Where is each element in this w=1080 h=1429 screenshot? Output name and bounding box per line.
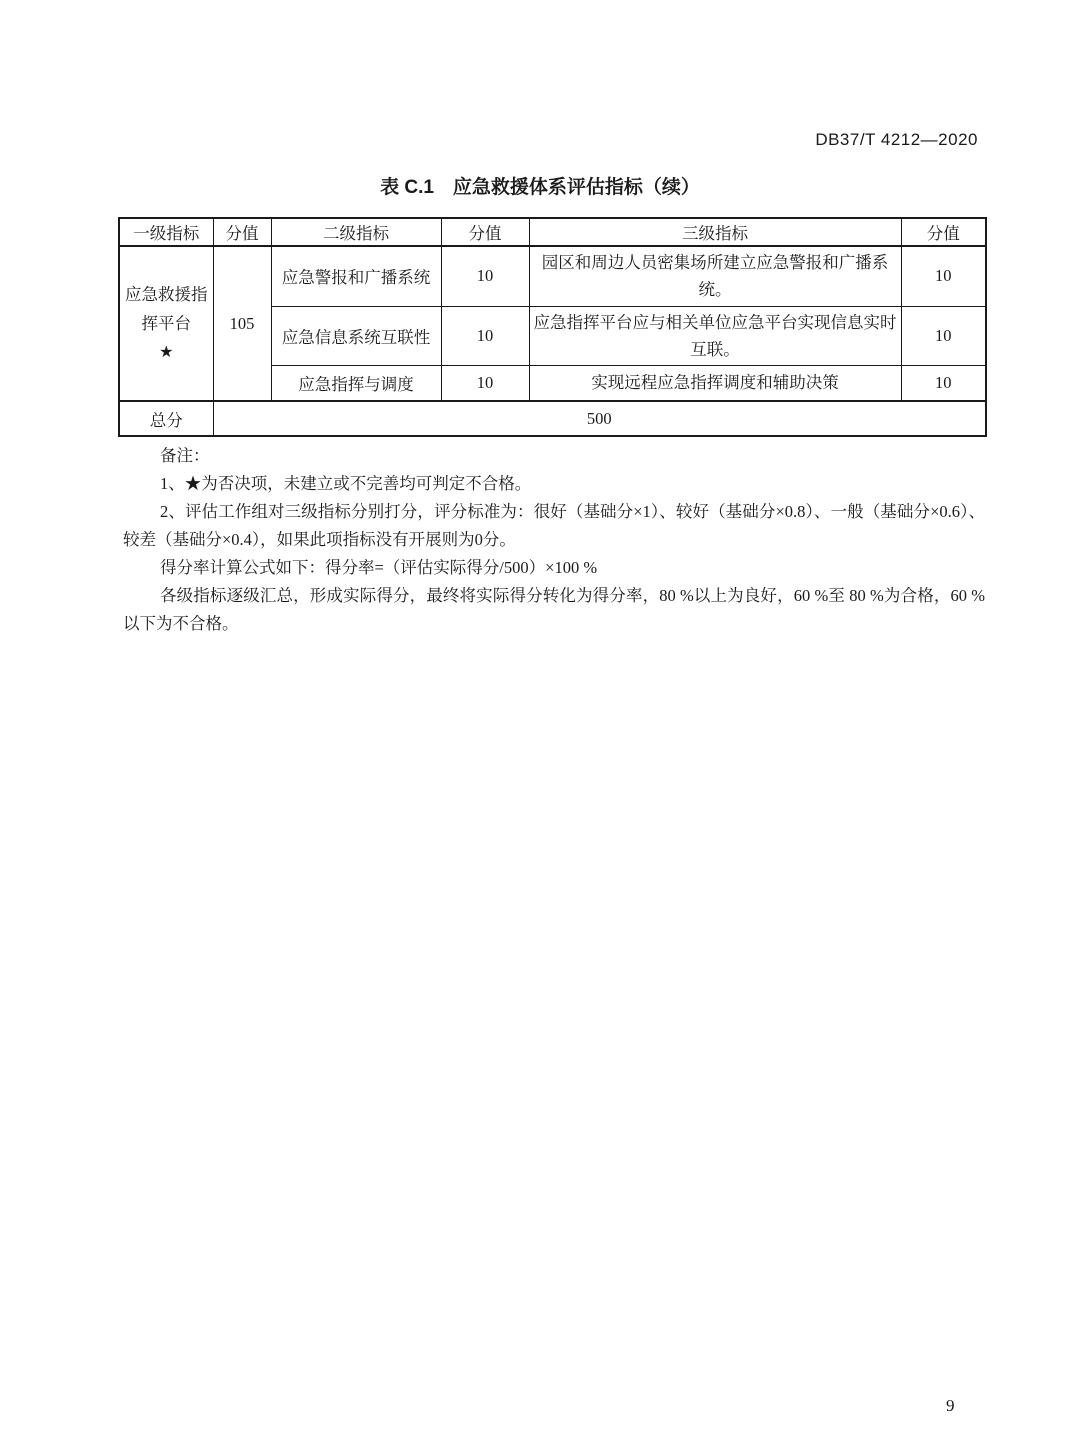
level3-score-cell: 10 <box>901 306 986 365</box>
level2-score-cell: 10 <box>441 246 529 306</box>
col-header-score-2: 分值 <box>441 218 529 246</box>
col-header-level3-indicator: 三级指标 <box>529 218 901 246</box>
star-icon: ★ <box>159 344 174 361</box>
note-item-2: 2、评估工作组对三级指标分别打分，评分标准为：很好（基础分×1）、较好（基础分×0.8）、一般（基础分×0.6）、较差（基础分×0.4），如果此项指标没有开展则为0分。 <box>123 502 985 549</box>
total-row <box>119 401 986 436</box>
col-header-level1-indicator: 一级指标 <box>119 218 213 246</box>
col-header-score-3: 分值 <box>901 218 986 246</box>
notes-section <box>123 442 985 638</box>
level2-score-cell: 10 <box>441 365 529 401</box>
level3-score-cell: 10 <box>901 365 986 401</box>
notes-title: 备注： <box>160 446 210 465</box>
level3-indicator-cell: 园区和周边人员密集场所建立应急警报和广播系统。 <box>529 246 901 306</box>
note-item-3: 得分率计算公式如下：得分率=（评估实际得分/500）×100 % <box>160 558 598 577</box>
level3-indicator-cell: 实现远程应急指挥调度和辅助决策 <box>529 365 901 401</box>
level3-score-cell: 10 <box>901 246 986 306</box>
col-header-level2-indicator: 二级指标 <box>271 218 441 246</box>
level2-indicator-cell: 应急信息系统互联性 <box>271 306 441 365</box>
note-item-1: 1、★为否决项，未建立或不完善均可判定不合格。 <box>160 474 532 493</box>
col-header-score-1: 分值 <box>213 218 271 246</box>
level1-indicator-label: 应急救援指挥平台 <box>125 285 208 333</box>
level3-indicator-cell: 应急指挥平台应与相关单位应急平台实现信息实时互联。 <box>529 306 901 365</box>
level1-score-cell: 105 <box>213 246 271 401</box>
level2-indicator-cell: 应急警报和广播系统 <box>271 246 441 306</box>
note-item-4: 各级指标逐级汇总，形成实际得分，最终将实际得分转化为得分率，80 %以上为良好，60 %至 80 %为合格，60 %以下为不合格。 <box>123 586 985 633</box>
evaluation-table <box>118 217 987 437</box>
level2-score-cell: 10 <box>441 306 529 365</box>
total-label-cell: 总分 <box>119 401 213 436</box>
table-title: 表 C.1 应急救援体系评估指标（续） <box>380 177 700 198</box>
total-value-cell: 500 <box>213 401 986 436</box>
level2-indicator-cell: 应急指挥与调度 <box>271 365 441 401</box>
level1-indicator-cell <box>119 246 213 401</box>
table-header-row <box>119 218 986 246</box>
table-row <box>119 246 986 306</box>
page-number: 9 <box>946 1396 955 1415</box>
standard-number: DB37/T 4212—2020 <box>815 130 978 149</box>
